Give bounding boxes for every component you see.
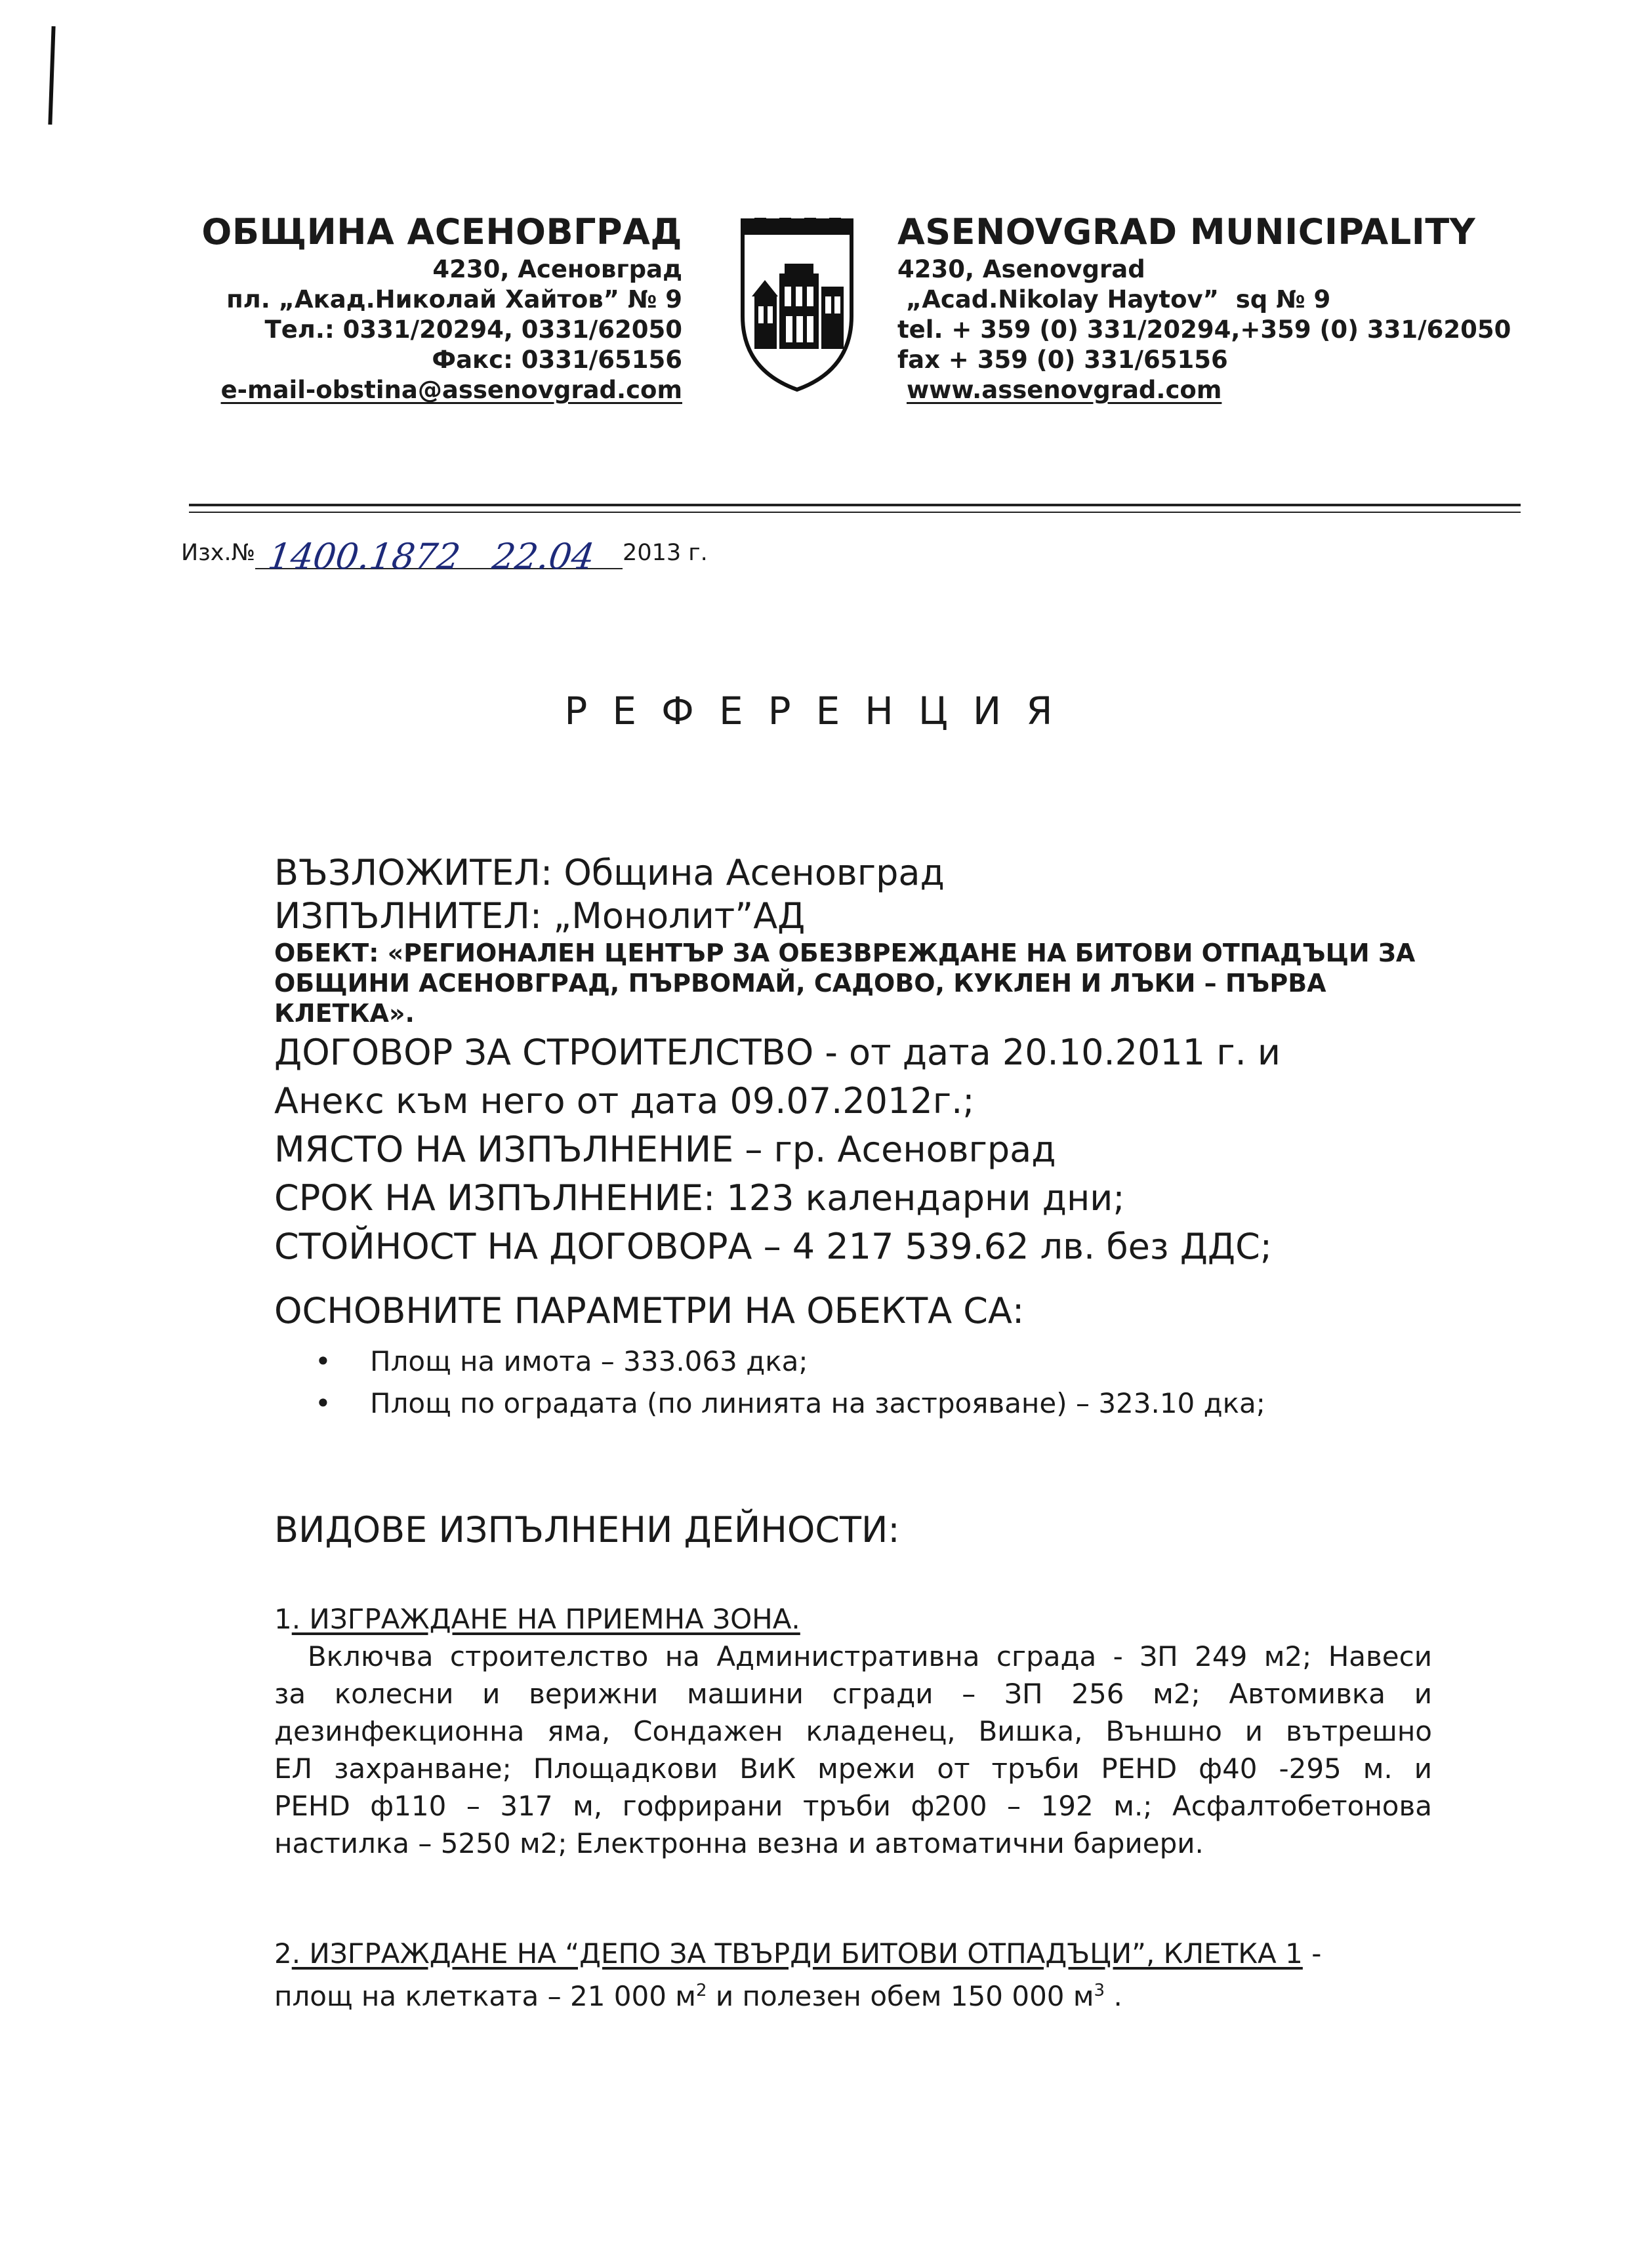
municipality-title-en: ASENOVGRAD MUNICIPALITY (897, 211, 1476, 253)
section-1-line: настилка – 5250 м2; Електронна везна и автоматични бариери. (274, 1827, 1204, 1859)
section-1-line: за колесни и верижни машини сгради – ЗП 256 м2; Автомивка и (274, 1678, 1432, 1710)
address-city-en: 4230, Asenovgrad (897, 255, 1145, 283)
client-line: ВЪЗЛОЖИТЕЛ: Община Асеновград (274, 852, 945, 893)
address-street-bg: пл. „Акад.Николай Хайтов” № 9 (226, 285, 682, 314)
section-1-line: Включва строителство на Административна сграда - ЗП 249 м2; Навеси (274, 1640, 1432, 1672)
reference-year: 2013 г. (623, 540, 708, 566)
contract-info (274, 851, 1468, 1268)
header-right-block (897, 210, 1553, 405)
section-2-details: площ на клетката – 21 000 $м^2$ и полезен обем 150 000 $м^3$ . (274, 1980, 1122, 2012)
contractor-line: ИЗПЪЛНИТЕЛ: „Монолит”АД (274, 895, 806, 937)
address-city-bg: 4230, Асеновград (432, 255, 682, 283)
municipality-crest-icon (739, 218, 855, 392)
contract-line-2: Анекс към него от дата 09.07.2012г.; (274, 1080, 975, 1122)
address-street-en: „Acad.Nikolay Haytov” sq № 9 (897, 285, 1331, 314)
document-title: РЕФЕРЕНЦИЯ (564, 689, 1078, 733)
section-1-line: PEHD ф110 – 317 м, гофрирани тръби ф200 – 192 м.; Асфалтобетонова (274, 1790, 1432, 1822)
section-2 (274, 1935, 1448, 2015)
outgoing-reference (181, 536, 708, 577)
fax-bg: Факс: 0331/65156 (432, 346, 682, 374)
value-line: СТОЙНОСТ НА ДОГОВОРА – 4 217 539.62 лв. без ДДС; (274, 1226, 1272, 1267)
params-heading: ОСНОВНИТЕ ПАРАМЕТРИ НА ОБЕКТА СА: (274, 1290, 1025, 1331)
section-1-line: ЕЛ захранване; Площадкови ВиК мрежи от тръби PEHD ф40 -295 м. и (274, 1752, 1432, 1785)
phone-bg: Тел.: 0331/20294, 0331/62050 (264, 315, 682, 344)
object-line-2: ОБЩИНИ АСЕНОВГРАД, ПЪРВОМАЙ, САДОВО, КУКЛЕН И ЛЪКИ – ПЪРВА КЛЕТКА». (274, 969, 1326, 1028)
phone-en: tel. + 359 (0) 331/20294,+359 (0) 331/62050 (897, 315, 1511, 344)
reference-date-handwritten: 22.04 (489, 536, 598, 577)
section-1-line: дезинфекционна яма, Сондажен кладенец, Вишка, Външно и вътрешно (274, 1715, 1432, 1747)
reference-number-handwritten: 1400.1872 (265, 536, 463, 577)
margin-pen-mark (48, 26, 55, 125)
reference-prefix: Изх.№ (181, 540, 256, 566)
header-divider (189, 504, 1521, 506)
list-item: • Площ на имота – 333.063 дка; (315, 1345, 808, 1377)
section-2-heading: 2. ИЗГРАЖДАНЕ НА “ДЕПО ЗА ТВЪРДИ БИТОВИ ОТПАДЪЦИ”, КЛЕТКА 1 - (274, 1937, 1322, 1970)
section-1-heading: 1. ИЗГРАЖДАНЕ НА ПРИЕМНА ЗОНА. (274, 1603, 800, 1635)
fax-en: fax + 359 (0) 331/65156 (897, 346, 1228, 374)
term-line: СРОК НА ИЗПЪЛНЕНИЕ: 123 календарни дни; (274, 1177, 1125, 1219)
section-1 (274, 1600, 1432, 1862)
municipality-title-bg: ОБЩИНА АСЕНОВГРАД (201, 211, 682, 253)
list-item: • Площ по оградата (по линията на застрояване) – 323.10 дка; (315, 1387, 1265, 1419)
contract-line-1: ДОГОВОР ЗА СТРОИТЕЛСТВО - от дата 20.10.2011 г. и (274, 1032, 1281, 1073)
header-left-block (197, 210, 682, 405)
header-divider-thin (189, 512, 1521, 513)
params-list (315, 1341, 1265, 1425)
email-link[interactable]: e-mail-obstina@assenovgrad.com (220, 376, 682, 404)
activities-heading: ВИДОВЕ ИЗПЪЛНЕНИ ДЕЙНОСТИ: (274, 1509, 900, 1550)
object-line-1: ОБЕКТ: «РЕГИОНАЛЕН ЦЕНТЪР ЗА ОБЕЗВРЕЖДАНЕ НА БИТОВИ ОТПАДЪЦИ ЗА (274, 939, 1416, 967)
website-link[interactable]: www.assenovgrad.com (907, 376, 1222, 404)
place-line: МЯСТО НА ИЗПЪЛНЕНИЕ – гр. Асеновград (274, 1129, 1056, 1170)
